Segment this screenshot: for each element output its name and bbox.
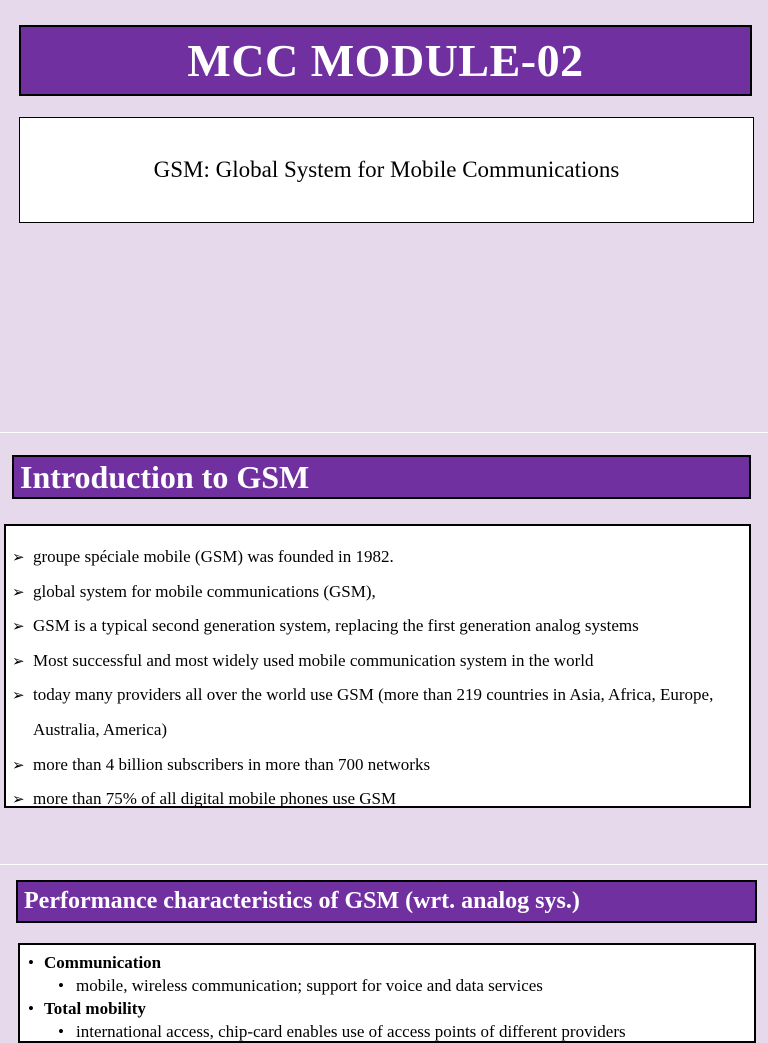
slide-title: MCC MODULE-02 bbox=[187, 35, 584, 86]
section-heading-bar bbox=[12, 455, 751, 499]
sub-list-item: • international access, chip-card enables use of access points of different providers bbox=[44, 1020, 748, 1043]
slide-divider bbox=[0, 864, 768, 865]
bullet-list bbox=[26, 951, 748, 1043]
slide-title-bar bbox=[19, 25, 752, 96]
sub-list-item: • mobile, wireless communication; support for voice and data services bbox=[44, 974, 748, 997]
list-item: ➢ today many providers all over the world use GSM (more than 219 countries in Asia, Africa, Europe, Australia, America) bbox=[12, 678, 745, 747]
intro-content-box bbox=[4, 524, 751, 808]
list-item: ➢ groupe spéciale mobile (GSM) was founded in 1982. bbox=[12, 540, 745, 575]
subtitle-box bbox=[19, 117, 754, 223]
list-item: ➢ more than 75% of all digital mobile phones use GSM bbox=[12, 782, 745, 817]
bullet-list bbox=[12, 540, 745, 817]
list-item: ➢ Most successful and most widely used mobile communication system in the world bbox=[12, 644, 745, 679]
slide-divider bbox=[0, 432, 768, 433]
sub-list bbox=[44, 1020, 748, 1043]
list-item bbox=[26, 997, 748, 1043]
list-item: ➢ GSM is a typical second generation system, replacing the first generation analog systems bbox=[12, 609, 745, 644]
section-heading: Introduction to GSM bbox=[20, 458, 310, 495]
list-item bbox=[26, 951, 748, 997]
performance-content-box bbox=[18, 943, 756, 1043]
list-item: ➢ global system for mobile communications (GSM), bbox=[12, 575, 745, 610]
slide-subtitle: GSM: Global System for Mobile Communications bbox=[153, 157, 620, 182]
item-label: Communication bbox=[44, 953, 162, 972]
sub-list bbox=[44, 974, 748, 997]
section-heading: Performance characteristics of GSM (wrt. analog sys.) bbox=[24, 888, 580, 914]
section-heading-bar bbox=[16, 880, 757, 923]
item-label: Total mobility bbox=[44, 999, 146, 1018]
list-item: ➢ more than 4 billion subscribers in more than 700 networks bbox=[12, 748, 745, 783]
